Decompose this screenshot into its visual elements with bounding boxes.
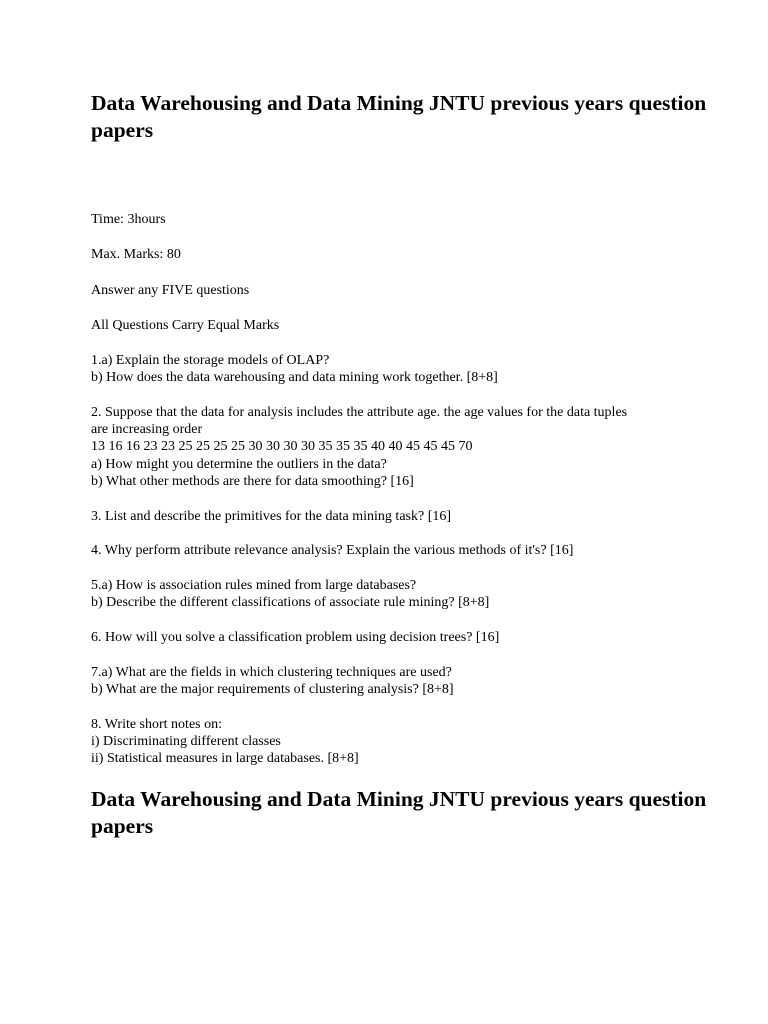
question-1b: b) How does the data warehousing and data mining work together. [8+8]	[91, 370, 498, 385]
equal-marks-line: All Questions Carry Equal Marks	[91, 318, 280, 333]
question-1a: 1.a) Explain the storage models of OLAP?	[91, 353, 330, 368]
time-line: Time: 3hours	[91, 212, 166, 227]
question-4: 4. Why perform attribute relevance analysis? Explain the various methods of it's? [16]	[91, 543, 574, 558]
question-6: 6. How will you solve a classification problem using decision trees? [16]	[91, 630, 500, 645]
question-2-continued: are increasing order	[91, 422, 203, 437]
question-8-i: i) Discriminating different classes	[91, 734, 281, 749]
question-2b: b) What other methods are there for data smoothing? [16]	[91, 474, 414, 489]
question-2-data-values: 13 16 16 23 23 25 25 25 25 30 30 30 30 35 35 35 40 40 45 45 45 70	[91, 439, 473, 454]
instructions-line: Answer any FIVE questions	[91, 283, 250, 298]
page-title: Data Warehousing and Data Mining JNTU previous years question papers	[91, 91, 707, 142]
question-8-ii: ii) Statistical measures in large databases. [8+8]	[91, 751, 359, 766]
max-marks-line: Max. Marks: 80	[91, 247, 181, 262]
question-7a: 7.a) What are the fields in which clustering techniques are used?	[91, 665, 452, 680]
question-5b: b) Describe the different classifications of associate rule mining? [8+8]	[91, 595, 490, 610]
question-3: 3. List and describe the primitives for the data mining task? [16]	[91, 509, 452, 524]
question-7b: b) What are the major requirements of clustering analysis? [8+8]	[91, 682, 454, 697]
question-5a: 5.a) How is association rules mined from large databases?	[91, 578, 417, 593]
question-8: 8. Write short notes on:	[91, 717, 222, 732]
question-2: 2. Suppose that the data for analysis includes the attribute age. the age values for the data tuples	[91, 405, 628, 420]
question-2a: a) How might you determine the outliers in the data?	[91, 457, 387, 472]
footer-title: Data Warehousing and Data Mining JNTU previous years question papers	[91, 787, 707, 838]
